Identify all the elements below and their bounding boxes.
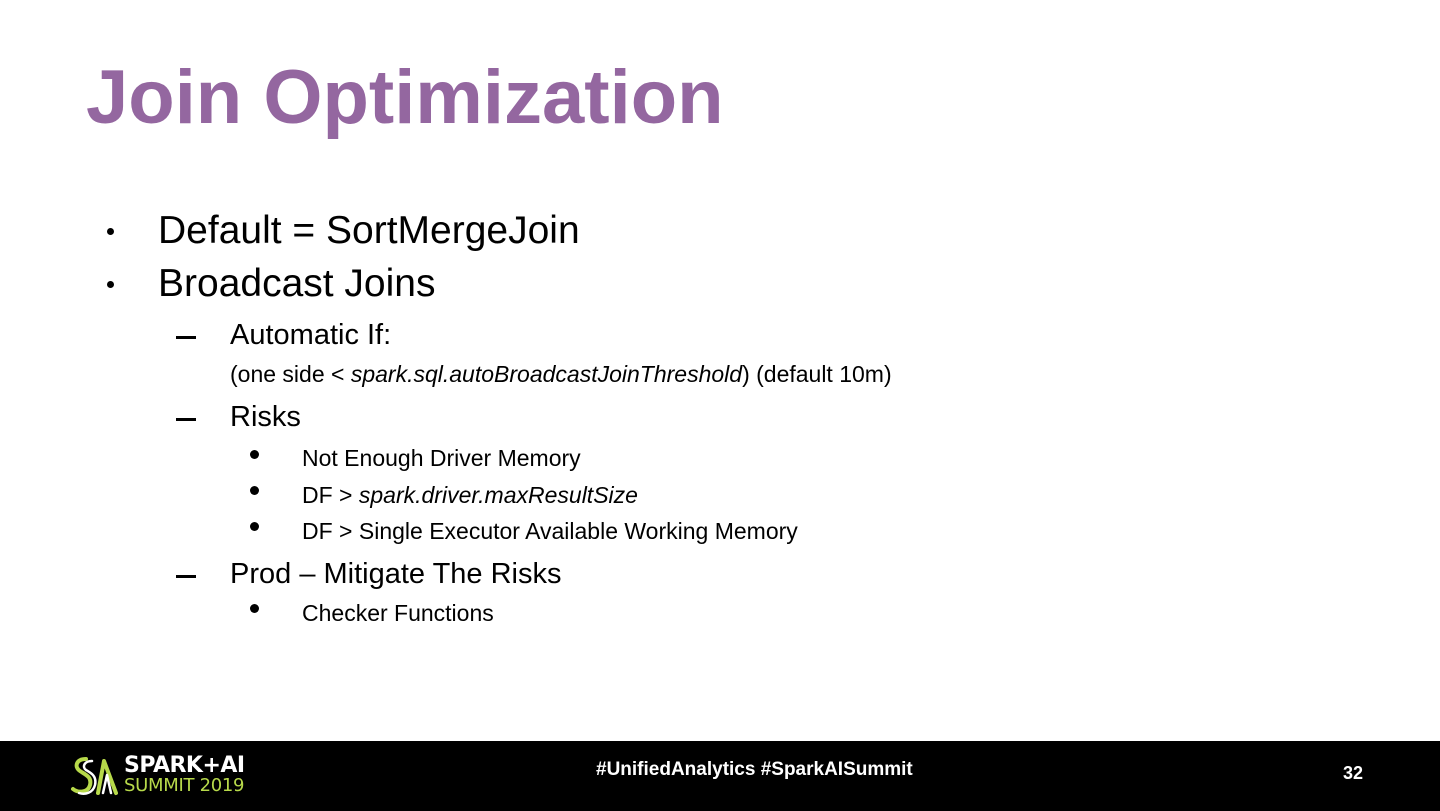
footer-hashtags: #UnifiedAnalytics #SparkAISummit <box>596 759 913 780</box>
config-param-max-result-size: spark.driver.maxResultSize <box>358 482 638 508</box>
bullet-default-join: Default = SortMergeJoin <box>158 209 580 252</box>
footer-bar <box>0 741 1440 811</box>
spark-ai-logo-icon <box>70 755 118 797</box>
note-prefix: (one side < <box>230 361 351 387</box>
subbullet-automatic-if: Automatic If: <box>230 319 392 351</box>
risk-item-max-result-size <box>302 484 638 507</box>
bullet-dot <box>107 281 114 288</box>
logo-wordmark: SPARK+AI <box>124 753 245 778</box>
bullet-broadcast-joins: Broadcast Joins <box>158 262 436 305</box>
bullet-dot <box>250 486 259 495</box>
automatic-threshold-note <box>230 363 892 386</box>
subbullet-risks: Risks <box>230 401 301 433</box>
subbullet-prod-mitigate: Prod – Mitigate The Risks <box>230 558 562 590</box>
dash-bullet <box>176 575 196 578</box>
slide-title: Join Optimization <box>86 55 724 140</box>
dash-bullet <box>176 418 196 421</box>
risk-item-executor-memory: DF > Single Executor Available Working Memory <box>302 518 798 544</box>
bullet-dot <box>250 450 259 459</box>
risk-prefix: DF > <box>302 482 359 508</box>
risk-item-driver-memory: Not Enough Driver Memory <box>302 445 581 471</box>
dash-bullet <box>176 336 196 339</box>
bullet-dot <box>107 228 114 235</box>
note-suffix: ) (default 10m) <box>742 361 892 387</box>
logo-subtitle: SUMMIT 2019 <box>124 775 245 796</box>
prod-item-checker-functions: Checker Functions <box>302 600 494 626</box>
page-number: 32 <box>1343 763 1364 783</box>
spark-ai-summit-logo <box>70 755 270 797</box>
bullet-dot <box>250 604 259 613</box>
config-param-threshold: spark.sql.autoBroadcastJoinThreshold <box>350 361 743 387</box>
bullet-dot <box>250 522 259 531</box>
